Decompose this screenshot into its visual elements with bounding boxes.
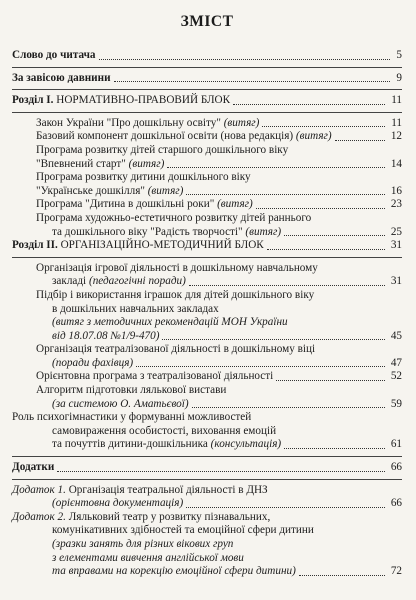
toc-page-number: 61 [390, 438, 402, 451]
toc-entry-confident-start [12, 144, 402, 171]
toc-entry-tag: (витяг) [147, 184, 184, 197]
toc-entry-tag: (витяг) [245, 225, 282, 238]
toc-entry-tag: (витяг) [223, 116, 260, 129]
toc-entry-theatre-program [12, 370, 402, 384]
toc-page-number: 31 [390, 275, 402, 288]
leader-dots [186, 193, 384, 195]
toc-page-number: 25 [390, 225, 402, 238]
toc-entry-text: комунікативних здібностей та емоційної сфери дитини [52, 524, 314, 537]
toc-entry-toys-selection [12, 289, 402, 343]
toc-entry-text: та почуттів дитини-дошкільника [52, 438, 211, 451]
section-label: Розділ I. [12, 94, 54, 107]
leader-dots [114, 80, 391, 82]
toc-entry-text: самовираження особистості, виховання емоцій [52, 424, 277, 437]
toc-entry-text: Ляльковий театр у розвитку пізнавальних, [65, 510, 271, 523]
toc-page-number: 14 [390, 157, 402, 170]
toc-page-number: 66 [390, 461, 402, 474]
leader-dots [192, 406, 385, 408]
divider [12, 257, 402, 258]
toc-page-number: 5 [396, 49, 402, 61]
toc-entry-text: та дошкільного віку "Радість творчості" [52, 225, 246, 238]
toc-entry-text: Роль психогімнастики у формуванні можливостей [12, 411, 252, 424]
leader-dots [233, 103, 385, 105]
leader-dots [335, 139, 385, 141]
toc-entry-tag: (витяг) [217, 198, 253, 211]
section-label: Розділ II. [12, 239, 58, 252]
toc-entry-tag: (за системою О. Аматьєвої) [52, 397, 189, 410]
toc-entry-ukrainian-preschool [12, 171, 402, 198]
toc-entry-tag: (витяг) [295, 130, 332, 143]
toc-page-number: 12 [390, 130, 402, 143]
leader-dots [262, 125, 385, 127]
toc-entry-text: Підбір і використання іграшок для дітей дошкільного віку [36, 288, 315, 301]
toc-page-number: 11 [391, 94, 402, 107]
toc-entry-tag: (консультація) [210, 438, 282, 451]
toc-entry-text: Організація ігрової діяльності в дошкільному навчальному [36, 261, 318, 274]
toc-entry-play-activity [12, 262, 402, 289]
toc-entry-appendix-2 [12, 511, 402, 579]
toc-entry-text: "Впевнений старт" [36, 157, 129, 170]
toc-entry-text: За завісою давнини [12, 71, 111, 84]
toc-page-number: 9 [396, 71, 402, 84]
appendix-label: Додаток 2. [12, 510, 66, 523]
toc-entry-preface [12, 49, 402, 63]
leader-dots [256, 207, 385, 209]
toc-entry-text: Орієнтовна програма з театралізованої діяльності [36, 370, 274, 383]
toc-entry-behind-curtain [12, 72, 402, 86]
toc-page-number: 66 [390, 497, 402, 510]
toc-section-2 [12, 239, 402, 253]
toc-entry-text: Програма розвитку дітей старшого дошкільного віку [36, 143, 289, 156]
toc-entry-text: Організація театралізованої діяльності в дошкільному віці [36, 343, 316, 356]
leader-dots [186, 506, 385, 508]
leader-dots [57, 470, 384, 472]
divider [12, 67, 402, 68]
toc-entry-text: Слово до читача [12, 49, 96, 61]
toc-page-number: 59 [390, 397, 402, 410]
toc-entry-tag: з елементами вивчення англійської мови [52, 551, 244, 564]
toc-section-1 [12, 94, 402, 108]
toc-page-number: 47 [390, 356, 402, 369]
toc-entry-tag: (витяг) [128, 157, 165, 170]
appendix-label: Додаток 1. [12, 483, 66, 496]
section-title: ОРГАНІЗАЦІЙНО-МЕТОДИЧНИЙ БЛОК [57, 239, 264, 252]
leader-dots [167, 166, 384, 168]
toc-entry-tag: від 18.07.08 №1/9-470) [52, 329, 160, 342]
toc-entry-joy-of-creativity [12, 212, 402, 239]
toc-entry-text: Організація театральної діяльності в ДНЗ [65, 483, 268, 496]
toc-entry-text: закладі [52, 275, 89, 288]
leader-dots [267, 248, 385, 250]
toc-entry-child-preschool-years [12, 198, 402, 212]
toc-entry-text: Закон України "Про дошкільну освіту" [36, 116, 224, 129]
toc-entry-appendix-1 [12, 484, 402, 511]
toc-entry-psychogymnastics [12, 411, 402, 452]
toc-entry-tag: (орієнтовна документація) [52, 497, 184, 510]
toc-entry-text: Алгоритм підготовки лялькової вистави [36, 384, 227, 397]
toc-page-number: 11 [391, 116, 402, 129]
page-title: ЗМІСТ [180, 13, 234, 30]
toc-entry-text: Програма "Дитина в дошкільні роки" [36, 198, 218, 211]
leader-dots [284, 447, 385, 449]
toc-entry-basic-component [12, 130, 402, 144]
leader-dots [276, 379, 385, 381]
toc-page-number: 16 [390, 184, 402, 197]
toc-entry-text: "Українське дошкілля" [36, 184, 148, 197]
leader-dots [189, 284, 385, 286]
toc-page-number: 72 [390, 565, 402, 578]
toc-section-appendix [12, 461, 402, 475]
divider [12, 479, 402, 480]
toc-entry-law [12, 117, 402, 131]
toc-entry-tag: (витяг з методичних рекомендацій МОН України [52, 316, 288, 329]
toc-entry-tag: (педагогічні поради) [88, 275, 186, 288]
toc-page-number: 45 [390, 329, 402, 342]
toc-entry-text: Програма розвитку дитини дошкільного віку [36, 171, 251, 184]
toc-page-number: 52 [390, 370, 402, 383]
toc-entry-tag: (поради фахівця) [52, 356, 134, 369]
toc-page-number: 23 [390, 198, 402, 211]
leader-dots [162, 338, 384, 340]
leader-dots [284, 234, 385, 236]
section-title: НОРМАТИВНО-ПРАВОВИЙ БЛОК [53, 94, 231, 107]
toc-entry-theatre-activity [12, 343, 402, 370]
toc-entry-tag: (зразки занять для різних вікових груп [52, 538, 234, 550]
toc-entry-tag: та вправами на корекцію емоційної сфери дитини) [52, 565, 296, 578]
divider [12, 89, 402, 90]
toc-entry-puppet-show-algorithm [12, 384, 402, 411]
divider [12, 456, 402, 457]
toc-entry-text: Програма художньо-естетичного розвитку дітей раннього [36, 211, 312, 224]
section-title: Додатки [12, 461, 55, 474]
toc-entry-text: в дошкільних навчальних закладах [52, 302, 219, 315]
toc-entry-text: Базовий компонент дошкільної освіти (нова редакція) [36, 130, 296, 143]
toc-page-number: 31 [390, 239, 402, 252]
leader-dots [99, 58, 391, 60]
leader-dots [299, 574, 385, 576]
divider [12, 112, 402, 113]
leader-dots [136, 365, 385, 367]
